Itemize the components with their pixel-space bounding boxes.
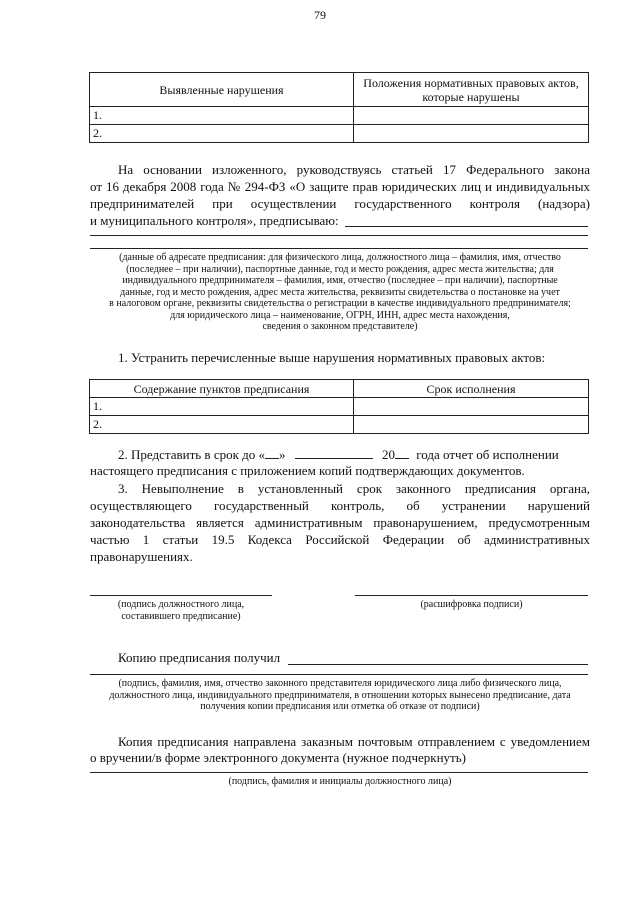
addressee-note-line: (данные об адресате предписания: для физического лица, должностного лица – фамилия, имя, отчество (119, 252, 561, 263)
intro-line-3: предпринимателей при осуществлении государственного контроля (надзора) (90, 196, 590, 211)
addressee-note-line: сведения о законном представителе) (262, 321, 418, 332)
signature-decode-line (355, 595, 588, 596)
sent-line-2: о вручении/в форме электронного документа (нужное подчеркнуть) (90, 750, 466, 765)
item-2-text-a: 2. Представить в срок до « (118, 447, 266, 462)
official-signature-label: (подпись, фамилия и инициалы должностного лица) (228, 776, 452, 787)
item-2-line-2: настоящего предписания с приложением копий подтверждающих документов. (90, 463, 525, 478)
item-2-line-1 (118, 446, 590, 463)
item-3-line-5: правонарушениях. (90, 549, 193, 564)
item-3-line-3: законодательства является административным правонарушением, предусмотренным (90, 515, 590, 530)
addressee-line-2 (90, 248, 588, 249)
violations-table (89, 72, 589, 143)
table-row (90, 416, 589, 434)
item-3-line-1: 3. Невыполнение в установленный срок законного предписания органа, (118, 481, 590, 496)
addressee-note-line: в налоговом органе, реквизиты свидетельства о регистрации в качестве индивидуального предпринимателя; (109, 298, 571, 309)
signature-decode-label: (расшифровка подписи) (420, 599, 523, 610)
day-blank (265, 446, 279, 459)
table-cell (354, 107, 589, 125)
addressee-note-line: (последнее – при наличии), паспортные данные, год и место рождения, адрес места жительства; для (126, 263, 554, 275)
table-cell (354, 416, 589, 434)
signature-line (90, 595, 272, 596)
item-2-text-c: года отчет об исполнении (416, 447, 559, 462)
addressee-note-line: индивидуального предпринимателя – фамилия, имя, отчество (последнее – при наличии), паспортные (122, 275, 558, 286)
violations-header-right: Положения нормативных правовых актов, которые нарушены (354, 73, 589, 107)
received-fill-line (288, 664, 588, 665)
received-line-2 (90, 674, 588, 675)
addressee-note-line: для юридического лица – наименование, ОГРН, ИНН, адрес места нахождения, (170, 309, 510, 321)
addressee-note-line: данные, год и место рождения, адрес места жительства, реквизиты свидетельства о постановке на учет (120, 286, 560, 298)
sent-line-1: Копия предписания направлена заказным почтовым отправлением с уведомлением (118, 734, 590, 749)
received-label: Копию предписания получил (118, 650, 281, 665)
violations-row-1: 1. (90, 107, 354, 125)
received-note-line: должностного лица, индивидуального предпринимателя, в отношении которых вынесено предписание, дата (109, 689, 571, 701)
prescription-header-left: Содержание пунктов предписания (90, 380, 354, 398)
prescription-row-1: 1. (90, 398, 354, 416)
year-blank (395, 446, 409, 459)
addressee-line-1 (90, 235, 588, 236)
signature-label (90, 599, 272, 622)
signature-label-line: (подпись должностного лица, (117, 599, 245, 610)
table-row (90, 107, 589, 125)
table-row (90, 398, 589, 416)
item-1-text: 1. Устранить перечисленные выше нарушения нормативных правовых актов: (118, 350, 546, 365)
item-3-line-4: частью 1 статьи 19.5 Кодекса Российской Федерации об административных (90, 532, 590, 547)
prescription-row-2: 2. (90, 416, 354, 434)
received-note-line: получения копии предписания или отметка об отказе от подписи) (200, 701, 480, 712)
prescription-table (89, 379, 589, 434)
item-2-text-b: » (279, 447, 286, 462)
signature-label-line: составившего предписание) (121, 610, 241, 622)
month-blank (295, 446, 373, 459)
page-number: 79 (314, 8, 326, 22)
addressee-note (90, 252, 590, 333)
item-2-year-prefix: 20 (382, 447, 396, 462)
table-cell (354, 125, 589, 143)
violations-header-left: Выявленные нарушения (90, 73, 354, 107)
table-row (90, 125, 589, 143)
item-3-line-2: осуществляющего государственный контроль, об устранении нарушений (90, 498, 590, 513)
intro-line-1: На основании изложенного, руководствуясь статьей 17 Федерального закона (118, 162, 590, 177)
prescription-header-right: Срок исполнения (354, 380, 589, 398)
intro-line-2: от 16 декабря 2008 года № 294-ФЗ «О защите прав юридических лиц и индивидуальных (90, 179, 590, 194)
intro-line-4: и муниципального контроля», предписываю: (90, 213, 339, 228)
table-cell (354, 398, 589, 416)
received-note-line: (подпись, фамилия, имя, отчество законного представителя юридического лица либо физического лица, (118, 678, 562, 689)
official-signature-line (90, 772, 588, 773)
received-note (90, 678, 590, 713)
violations-row-2: 2. (90, 125, 354, 143)
prescription-fill-line (345, 226, 588, 227)
